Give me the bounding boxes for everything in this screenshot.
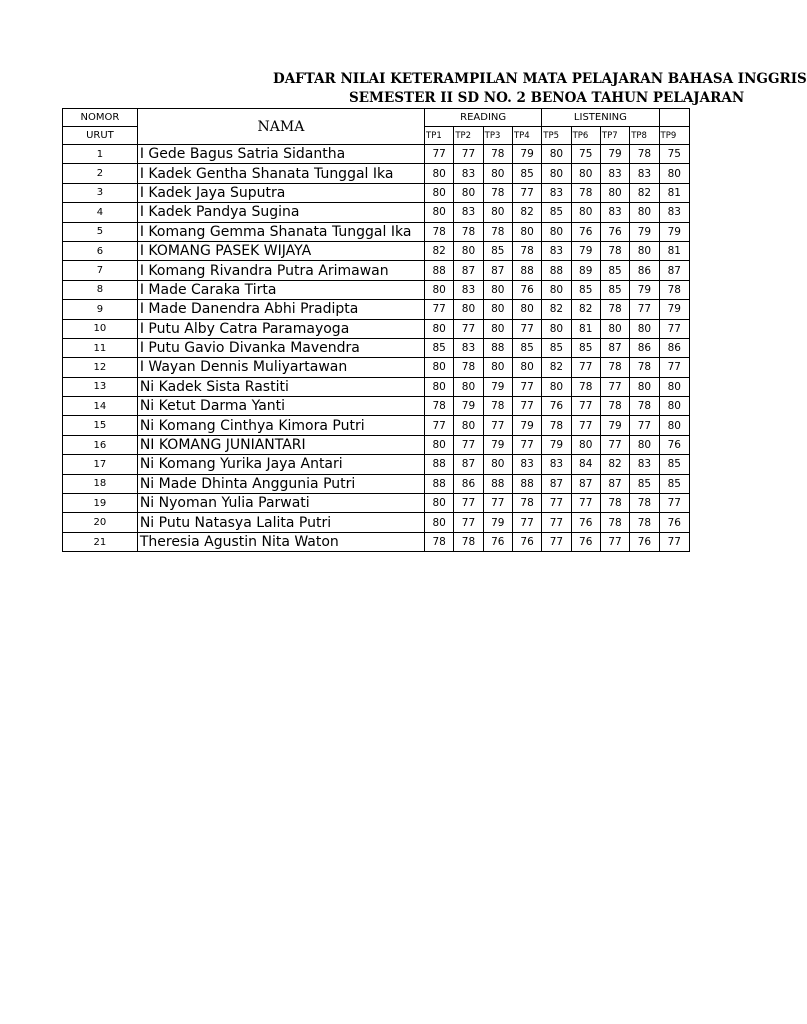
table-row bbox=[63, 494, 690, 513]
cell-nomor[interactable]: 15 bbox=[63, 416, 138, 435]
cell-nomor[interactable]: 14 bbox=[63, 397, 138, 416]
cell-score-tp6[interactable]: 77 bbox=[571, 416, 600, 435]
cell-score-tp9[interactable]: 75 bbox=[659, 145, 689, 164]
cell-score-tp4[interactable]: 85 bbox=[512, 338, 541, 357]
cell-score-tp3[interactable]: 79 bbox=[483, 513, 512, 532]
cell-score-tp2[interactable]: 83 bbox=[454, 338, 483, 357]
cell-score-tp3[interactable]: 88 bbox=[483, 338, 512, 357]
cell-score-tp4[interactable]: 83 bbox=[512, 455, 541, 474]
cell-score-tp8[interactable]: 80 bbox=[630, 319, 659, 338]
table-row bbox=[63, 377, 690, 396]
cell-score-tp8[interactable]: 83 bbox=[630, 164, 659, 183]
cell-score-tp2[interactable]: 80 bbox=[454, 416, 483, 435]
cell-score-tp8[interactable]: 86 bbox=[630, 338, 659, 357]
cell-score-tp9[interactable]: 78 bbox=[659, 280, 689, 299]
cell-score-tp6[interactable]: 77 bbox=[571, 397, 600, 416]
header-urut[interactable]: URUT bbox=[63, 127, 138, 145]
cell-nomor[interactable]: 6 bbox=[63, 241, 138, 260]
cell-score-tp3[interactable]: 85 bbox=[483, 241, 512, 260]
cell-score-tp9[interactable]: 76 bbox=[659, 435, 689, 454]
cell-score-tp9[interactable]: 79 bbox=[659, 222, 689, 241]
cell-nama[interactable]: Ni Kadek Sista Rastiti bbox=[137, 377, 424, 396]
cell-score-tp9[interactable]: 77 bbox=[659, 532, 689, 551]
cell-nama[interactable]: Ni Ketut Darma Yanti bbox=[137, 397, 424, 416]
sheet-title bbox=[0, 70, 807, 108]
cell-score-tp4[interactable]: 77 bbox=[512, 397, 541, 416]
cell-score-tp2[interactable]: 78 bbox=[454, 222, 483, 241]
cell-score-tp5[interactable]: 80 bbox=[542, 280, 571, 299]
cell-score-tp9[interactable]: 77 bbox=[659, 319, 689, 338]
cell-score-tp5[interactable]: 78 bbox=[542, 416, 571, 435]
cell-score-tp2[interactable]: 87 bbox=[454, 455, 483, 474]
cell-nama[interactable]: Ni Made Dhinta Anggunia Putri bbox=[137, 474, 424, 493]
cell-score-tp1[interactable]: 80 bbox=[425, 319, 454, 338]
cell-score-tp4[interactable]: 77 bbox=[512, 319, 541, 338]
cell-score-tp2[interactable]: 83 bbox=[454, 164, 483, 183]
cell-score-tp1[interactable]: 88 bbox=[425, 455, 454, 474]
cell-score-tp7[interactable]: 78 bbox=[600, 300, 629, 319]
cell-score-tp8[interactable]: 80 bbox=[630, 377, 659, 396]
cell-score-tp9[interactable]: 81 bbox=[659, 183, 689, 202]
cell-nomor[interactable]: 13 bbox=[63, 377, 138, 396]
cell-score-tp9[interactable]: 80 bbox=[659, 416, 689, 435]
cell-score-tp6[interactable]: 79 bbox=[571, 241, 600, 260]
cell-score-tp5[interactable]: 76 bbox=[542, 397, 571, 416]
cell-score-tp7[interactable]: 85 bbox=[600, 261, 629, 280]
grade-table bbox=[62, 108, 690, 552]
header-listening[interactable]: LISTENING bbox=[542, 109, 659, 127]
cell-nomor[interactable]: 10 bbox=[63, 319, 138, 338]
cell-score-tp6[interactable]: 85 bbox=[571, 338, 600, 357]
header-tp-2[interactable]: TP2 bbox=[454, 127, 483, 145]
cell-score-tp9[interactable]: 85 bbox=[659, 474, 689, 493]
cell-score-tp5[interactable]: 77 bbox=[542, 513, 571, 532]
cell-score-tp9[interactable]: 76 bbox=[659, 513, 689, 532]
cell-score-tp1[interactable]: 78 bbox=[425, 532, 454, 551]
cell-score-tp8[interactable]: 79 bbox=[630, 222, 659, 241]
cell-score-tp8[interactable]: 85 bbox=[630, 474, 659, 493]
cell-nomor[interactable]: 9 bbox=[63, 300, 138, 319]
cell-score-tp2[interactable]: 83 bbox=[454, 203, 483, 222]
header-tp-5[interactable]: TP5 bbox=[542, 127, 571, 145]
cell-score-tp6[interactable]: 80 bbox=[571, 203, 600, 222]
cell-score-tp6[interactable]: 77 bbox=[571, 494, 600, 513]
cell-nomor[interactable]: 17 bbox=[63, 455, 138, 474]
cell-score-tp7[interactable]: 82 bbox=[600, 455, 629, 474]
cell-score-tp3[interactable]: 80 bbox=[483, 319, 512, 338]
cell-score-tp1[interactable]: 80 bbox=[425, 183, 454, 202]
cell-score-tp1[interactable]: 80 bbox=[425, 280, 454, 299]
cell-score-tp1[interactable]: 78 bbox=[425, 222, 454, 241]
cell-score-tp6[interactable]: 77 bbox=[571, 358, 600, 377]
cell-nomor[interactable]: 4 bbox=[63, 203, 138, 222]
cell-nama[interactable]: Theresia Agustin Nita Waton bbox=[137, 532, 424, 551]
cell-score-tp1[interactable]: 80 bbox=[425, 494, 454, 513]
cell-score-tp3[interactable]: 79 bbox=[483, 377, 512, 396]
header-tp-1[interactable]: TP1 bbox=[425, 127, 454, 145]
cell-score-tp4[interactable]: 80 bbox=[512, 358, 541, 377]
cell-score-tp9[interactable]: 81 bbox=[659, 241, 689, 260]
cell-nama[interactable]: I Putu Gavio Divanka Mavendra bbox=[137, 338, 424, 357]
grade-table-body bbox=[63, 145, 690, 552]
table-row bbox=[63, 203, 690, 222]
cell-nama[interactable]: I Kadek Pandya Sugina bbox=[137, 203, 424, 222]
cell-nama[interactable]: Ni Komang Yurika Jaya Antari bbox=[137, 455, 424, 474]
cell-score-tp3[interactable]: 80 bbox=[483, 164, 512, 183]
header-tp-7[interactable]: TP7 bbox=[600, 127, 629, 145]
cell-score-tp1[interactable]: 80 bbox=[425, 203, 454, 222]
cell-score-tp5[interactable]: 77 bbox=[542, 494, 571, 513]
cell-score-tp4[interactable]: 80 bbox=[512, 300, 541, 319]
cell-score-tp2[interactable]: 77 bbox=[454, 435, 483, 454]
cell-nama[interactable]: I Made Danendra Abhi Pradipta bbox=[137, 300, 424, 319]
header-reading[interactable]: READING bbox=[425, 109, 542, 127]
cell-score-tp6[interactable]: 78 bbox=[571, 183, 600, 202]
cell-score-tp8[interactable]: 78 bbox=[630, 397, 659, 416]
cell-score-tp9[interactable]: 80 bbox=[659, 397, 689, 416]
cell-nomor[interactable]: 2 bbox=[63, 164, 138, 183]
cell-score-tp5[interactable]: 88 bbox=[542, 261, 571, 280]
cell-score-tp1[interactable]: 78 bbox=[425, 397, 454, 416]
cell-score-tp3[interactable]: 76 bbox=[483, 532, 512, 551]
cell-nomor[interactable]: 7 bbox=[63, 261, 138, 280]
cell-nama[interactable]: I KOMANG PASEK WIJAYA bbox=[137, 241, 424, 260]
cell-score-tp2[interactable]: 77 bbox=[454, 494, 483, 513]
cell-score-tp6[interactable]: 89 bbox=[571, 261, 600, 280]
table-row bbox=[63, 261, 690, 280]
cell-score-tp9[interactable]: 86 bbox=[659, 338, 689, 357]
header-nomor[interactable]: NOMOR bbox=[63, 109, 138, 127]
cell-score-tp2[interactable]: 77 bbox=[454, 145, 483, 164]
cell-score-tp5[interactable]: 80 bbox=[542, 145, 571, 164]
cell-score-tp1[interactable]: 85 bbox=[425, 338, 454, 357]
cell-score-tp5[interactable]: 85 bbox=[542, 203, 571, 222]
cell-score-tp8[interactable]: 78 bbox=[630, 145, 659, 164]
cell-nomor[interactable]: 12 bbox=[63, 358, 138, 377]
cell-score-tp9[interactable]: 83 bbox=[659, 203, 689, 222]
cell-score-tp2[interactable]: 77 bbox=[454, 513, 483, 532]
cell-score-tp9[interactable]: 85 bbox=[659, 455, 689, 474]
cell-score-tp6[interactable]: 78 bbox=[571, 377, 600, 396]
cell-score-tp7[interactable]: 78 bbox=[600, 397, 629, 416]
cell-score-tp5[interactable]: 80 bbox=[542, 377, 571, 396]
cell-nomor[interactable]: 21 bbox=[63, 532, 138, 551]
table-row bbox=[63, 455, 690, 474]
cell-score-tp7[interactable]: 79 bbox=[600, 416, 629, 435]
cell-score-tp9[interactable]: 79 bbox=[659, 300, 689, 319]
cell-nama[interactable]: Ni Putu Natasya Lalita Putri bbox=[137, 513, 424, 532]
cell-score-tp6[interactable]: 85 bbox=[571, 280, 600, 299]
cell-score-tp3[interactable]: 80 bbox=[483, 280, 512, 299]
table-row bbox=[63, 164, 690, 183]
cell-score-tp1[interactable]: 82 bbox=[425, 241, 454, 260]
cell-score-tp1[interactable]: 80 bbox=[425, 358, 454, 377]
cell-score-tp7[interactable]: 80 bbox=[600, 319, 629, 338]
cell-score-tp8[interactable]: 77 bbox=[630, 416, 659, 435]
cell-score-tp8[interactable]: 79 bbox=[630, 280, 659, 299]
table-row bbox=[63, 338, 690, 357]
cell-score-tp4[interactable]: 76 bbox=[512, 280, 541, 299]
cell-score-tp5[interactable]: 83 bbox=[542, 183, 571, 202]
header-tp-6[interactable]: TP6 bbox=[571, 127, 600, 145]
cell-score-tp6[interactable]: 87 bbox=[571, 474, 600, 493]
cell-score-tp3[interactable]: 80 bbox=[483, 358, 512, 377]
cell-score-tp4[interactable]: 77 bbox=[512, 513, 541, 532]
cell-score-tp8[interactable]: 83 bbox=[630, 455, 659, 474]
table-row bbox=[63, 280, 690, 299]
table-row bbox=[63, 145, 690, 164]
cell-score-tp6[interactable]: 84 bbox=[571, 455, 600, 474]
header-nama[interactable]: NAMA bbox=[137, 109, 424, 145]
cell-score-tp9[interactable]: 87 bbox=[659, 261, 689, 280]
table-row bbox=[63, 435, 690, 454]
cell-score-tp5[interactable]: 80 bbox=[542, 319, 571, 338]
cell-nama[interactable]: Ni Nyoman Yulia Parwati bbox=[137, 494, 424, 513]
title-line-2: SEMESTER II SD NO. 2 BENOA TAHUN PELAJARAN bbox=[349, 90, 745, 106]
cell-nama[interactable]: I Made Caraka Tirta bbox=[137, 280, 424, 299]
cell-score-tp2[interactable]: 77 bbox=[454, 319, 483, 338]
cell-score-tp4[interactable]: 82 bbox=[512, 203, 541, 222]
cell-score-tp8[interactable]: 77 bbox=[630, 300, 659, 319]
cell-score-tp8[interactable]: 80 bbox=[630, 435, 659, 454]
cell-score-tp6[interactable]: 81 bbox=[571, 319, 600, 338]
cell-score-tp8[interactable]: 78 bbox=[630, 358, 659, 377]
cell-score-tp8[interactable]: 82 bbox=[630, 183, 659, 202]
cell-score-tp5[interactable]: 85 bbox=[542, 338, 571, 357]
cell-score-tp1[interactable]: 88 bbox=[425, 261, 454, 280]
cell-score-tp4[interactable]: 78 bbox=[512, 241, 541, 260]
cell-nomor[interactable]: 1 bbox=[63, 145, 138, 164]
cell-nomor[interactable]: 19 bbox=[63, 494, 138, 513]
cell-nomor[interactable]: 5 bbox=[63, 222, 138, 241]
cell-score-tp1[interactable]: 77 bbox=[425, 145, 454, 164]
cell-score-tp7[interactable]: 78 bbox=[600, 513, 629, 532]
cell-score-tp4[interactable]: 78 bbox=[512, 494, 541, 513]
cell-score-tp8[interactable]: 80 bbox=[630, 241, 659, 260]
cell-score-tp7[interactable]: 76 bbox=[600, 222, 629, 241]
cell-nama[interactable]: I Putu Alby Catra Paramayoga bbox=[137, 319, 424, 338]
cell-score-tp7[interactable]: 80 bbox=[600, 183, 629, 202]
table-row bbox=[63, 513, 690, 532]
cell-nomor[interactable]: 20 bbox=[63, 513, 138, 532]
table-row bbox=[63, 300, 690, 319]
cell-nama[interactable]: I Gede Bagus Satria Sidantha bbox=[137, 145, 424, 164]
cell-score-tp7[interactable]: 78 bbox=[600, 494, 629, 513]
header-tp-9[interactable]: TP9 bbox=[659, 127, 689, 145]
cell-score-tp3[interactable]: 77 bbox=[483, 416, 512, 435]
cell-score-tp7[interactable]: 77 bbox=[600, 377, 629, 396]
cell-score-tp6[interactable]: 80 bbox=[571, 435, 600, 454]
cell-score-tp1[interactable]: 88 bbox=[425, 474, 454, 493]
cell-score-tp5[interactable]: 83 bbox=[542, 241, 571, 260]
cell-score-tp5[interactable]: 83 bbox=[542, 455, 571, 474]
cell-score-tp2[interactable]: 80 bbox=[454, 183, 483, 202]
cell-score-tp4[interactable]: 77 bbox=[512, 377, 541, 396]
cell-score-tp9[interactable]: 77 bbox=[659, 494, 689, 513]
cell-score-tp7[interactable]: 87 bbox=[600, 338, 629, 357]
cell-score-tp3[interactable]: 78 bbox=[483, 183, 512, 202]
cell-score-tp7[interactable]: 78 bbox=[600, 241, 629, 260]
cell-score-tp3[interactable]: 87 bbox=[483, 261, 512, 280]
cell-score-tp5[interactable]: 79 bbox=[542, 435, 571, 454]
cell-score-tp2[interactable]: 78 bbox=[454, 532, 483, 551]
cell-score-tp5[interactable]: 77 bbox=[542, 532, 571, 551]
cell-score-tp5[interactable]: 87 bbox=[542, 474, 571, 493]
cell-score-tp3[interactable]: 79 bbox=[483, 435, 512, 454]
cell-score-tp1[interactable]: 80 bbox=[425, 377, 454, 396]
cell-score-tp7[interactable]: 79 bbox=[600, 145, 629, 164]
cell-score-tp3[interactable]: 77 bbox=[483, 494, 512, 513]
cell-score-tp4[interactable]: 77 bbox=[512, 435, 541, 454]
cell-score-tp7[interactable]: 78 bbox=[600, 358, 629, 377]
cell-score-tp2[interactable]: 80 bbox=[454, 377, 483, 396]
cell-nomor[interactable]: 11 bbox=[63, 338, 138, 357]
cell-nomor[interactable]: 8 bbox=[63, 280, 138, 299]
table-row bbox=[63, 416, 690, 435]
cell-score-tp7[interactable]: 87 bbox=[600, 474, 629, 493]
cell-score-tp1[interactable]: 80 bbox=[425, 435, 454, 454]
cell-score-tp3[interactable]: 88 bbox=[483, 474, 512, 493]
cell-score-tp2[interactable]: 87 bbox=[454, 261, 483, 280]
cell-score-tp2[interactable]: 79 bbox=[454, 397, 483, 416]
cell-score-tp3[interactable]: 80 bbox=[483, 455, 512, 474]
cell-score-tp6[interactable]: 75 bbox=[571, 145, 600, 164]
grade-table-container bbox=[62, 108, 690, 552]
cell-score-tp7[interactable]: 83 bbox=[600, 203, 629, 222]
cell-score-tp7[interactable]: 85 bbox=[600, 280, 629, 299]
cell-score-tp7[interactable]: 77 bbox=[600, 532, 629, 551]
table-row bbox=[63, 358, 690, 377]
header-row-1 bbox=[63, 109, 690, 127]
cell-nama[interactable]: I Kadek Gentha Shanata Tunggal Ika bbox=[137, 164, 424, 183]
cell-score-tp1[interactable]: 80 bbox=[425, 513, 454, 532]
cell-nama[interactable]: I Kadek Jaya Suputra bbox=[137, 183, 424, 202]
cell-score-tp2[interactable]: 80 bbox=[454, 300, 483, 319]
cell-nomor[interactable]: 18 bbox=[63, 474, 138, 493]
cell-score-tp6[interactable]: 80 bbox=[571, 164, 600, 183]
cell-score-tp6[interactable]: 76 bbox=[571, 532, 600, 551]
cell-score-tp8[interactable]: 78 bbox=[630, 513, 659, 532]
cell-score-tp3[interactable]: 78 bbox=[483, 145, 512, 164]
cell-nama[interactable]: NI KOMANG JUNIANTARI bbox=[137, 435, 424, 454]
cell-score-tp1[interactable]: 80 bbox=[425, 164, 454, 183]
cell-score-tp3[interactable]: 80 bbox=[483, 203, 512, 222]
cell-score-tp4[interactable]: 88 bbox=[512, 261, 541, 280]
table-row bbox=[63, 319, 690, 338]
table-row bbox=[63, 474, 690, 493]
cell-score-tp2[interactable]: 86 bbox=[454, 474, 483, 493]
cell-score-tp4[interactable]: 76 bbox=[512, 532, 541, 551]
cell-score-tp4[interactable]: 79 bbox=[512, 145, 541, 164]
cell-score-tp6[interactable]: 76 bbox=[571, 222, 600, 241]
cell-nomor[interactable]: 16 bbox=[63, 435, 138, 454]
cell-score-tp4[interactable]: 85 bbox=[512, 164, 541, 183]
table-row bbox=[63, 183, 690, 202]
cell-score-tp9[interactable]: 80 bbox=[659, 377, 689, 396]
cell-nomor[interactable]: 3 bbox=[63, 183, 138, 202]
cell-score-tp8[interactable]: 76 bbox=[630, 532, 659, 551]
cell-score-tp4[interactable]: 79 bbox=[512, 416, 541, 435]
cell-score-tp5[interactable]: 82 bbox=[542, 300, 571, 319]
cell-score-tp9[interactable]: 80 bbox=[659, 164, 689, 183]
cell-nama[interactable]: I Komang Gemma Shanata Tunggal Ika bbox=[137, 222, 424, 241]
cell-score-tp1[interactable]: 77 bbox=[425, 300, 454, 319]
cell-score-tp6[interactable]: 82 bbox=[571, 300, 600, 319]
cell-score-tp3[interactable]: 78 bbox=[483, 397, 512, 416]
title-line-1: DAFTAR NILAI KETERAMPILAN MATA PELAJARAN BAHASA INGGRIS bbox=[273, 71, 807, 87]
cell-score-tp3[interactable]: 80 bbox=[483, 300, 512, 319]
cell-nama[interactable]: Ni Komang Cinthya Kimora Putri bbox=[137, 416, 424, 435]
cell-score-tp8[interactable]: 86 bbox=[630, 261, 659, 280]
header-tp-3[interactable]: TP3 bbox=[483, 127, 512, 145]
table-row bbox=[63, 532, 690, 551]
cell-score-tp4[interactable]: 80 bbox=[512, 222, 541, 241]
cell-score-tp5[interactable]: 80 bbox=[542, 222, 571, 241]
cell-score-tp1[interactable]: 77 bbox=[425, 416, 454, 435]
table-row bbox=[63, 397, 690, 416]
cell-score-tp7[interactable]: 83 bbox=[600, 164, 629, 183]
cell-score-tp4[interactable]: 77 bbox=[512, 183, 541, 202]
cell-score-tp2[interactable]: 83 bbox=[454, 280, 483, 299]
header-tp-4[interactable]: TP4 bbox=[512, 127, 541, 145]
table-row bbox=[63, 222, 690, 241]
header-tp-8[interactable]: TP8 bbox=[630, 127, 659, 145]
cell-score-tp2[interactable]: 78 bbox=[454, 358, 483, 377]
cell-nama[interactable]: I Komang Rivandra Putra Arimawan bbox=[137, 261, 424, 280]
cell-score-tp8[interactable]: 80 bbox=[630, 203, 659, 222]
cell-score-tp5[interactable]: 82 bbox=[542, 358, 571, 377]
cell-score-tp2[interactable]: 80 bbox=[454, 241, 483, 260]
cell-score-tp5[interactable]: 80 bbox=[542, 164, 571, 183]
table-row bbox=[63, 241, 690, 260]
cell-score-tp4[interactable]: 88 bbox=[512, 474, 541, 493]
cell-score-tp3[interactable]: 78 bbox=[483, 222, 512, 241]
cell-score-tp8[interactable]: 78 bbox=[630, 494, 659, 513]
cell-score-tp6[interactable]: 76 bbox=[571, 513, 600, 532]
cell-nama[interactable]: I Wayan Dennis Muliyartawan bbox=[137, 358, 424, 377]
cell-score-tp9[interactable]: 77 bbox=[659, 358, 689, 377]
cell-score-tp7[interactable]: 77 bbox=[600, 435, 629, 454]
header-blank[interactable] bbox=[659, 109, 689, 127]
